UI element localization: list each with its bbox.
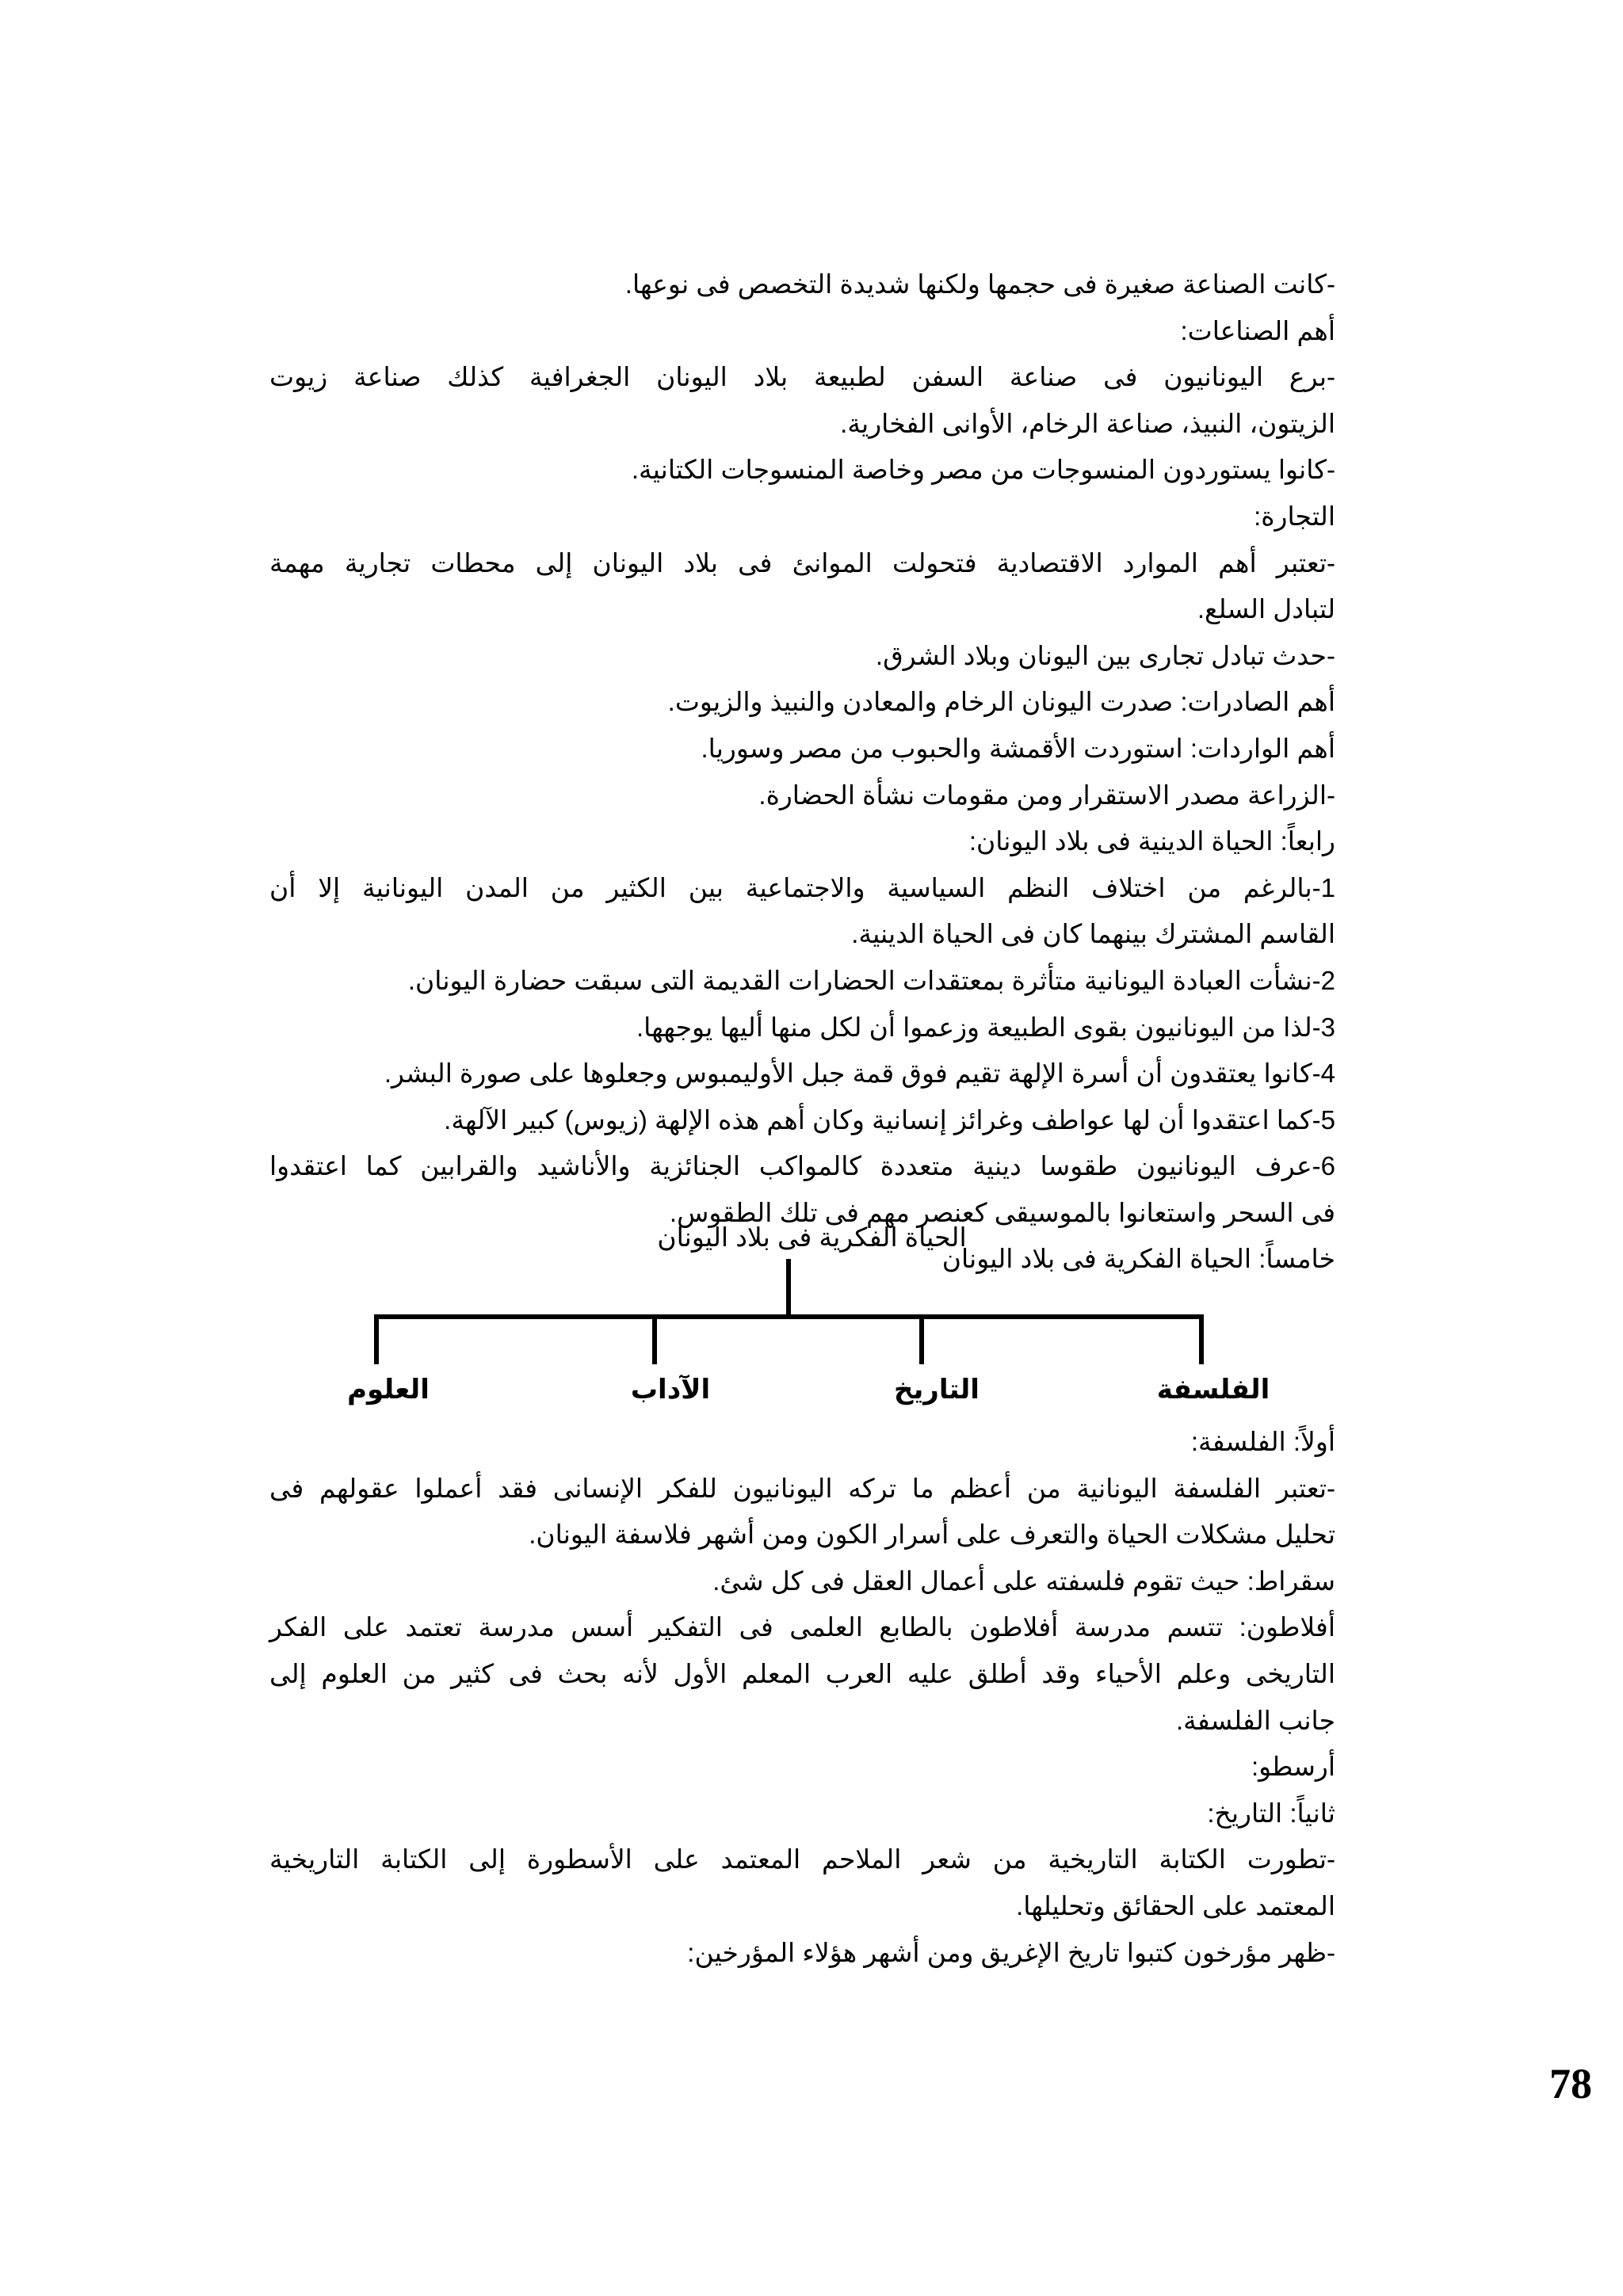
text-line: أولاً: الفلسفة: bbox=[1190, 1427, 1335, 1456]
text-line: 3-لذا من اليونانيون بقوى الطبيعة وزعموا أن لكل منها أليها يوجهها. bbox=[636, 1012, 1335, 1042]
text-line: 2-نشأت العبادة اليونانية متأثرة بمعتقدات الحضارات القديمة التى سبقت حضارة اليونان. bbox=[407, 965, 1335, 995]
diagram-title: الحياة الفكرية فى بلاد اليونان bbox=[657, 1222, 967, 1252]
text-line: سقراط: حيث تقوم فلسفته على أعمال العقل فى كل شئ. bbox=[712, 1566, 1335, 1596]
text-line: -برع اليونانيون فى صناعة السفن لطبيعة بلاد اليونان الجغرافية كذلك صناعة زيوت bbox=[269, 362, 1335, 392]
text-line: التاريخى وعلم الأحياء وقد أطلق عليه العرب المعلم الأول لأنه بحث فى كثير من العلوم إلى bbox=[269, 1658, 1335, 1688]
text-line: -كانت الصناعة صغيرة فى حجمها ولكنها شديدة التخصص فى نوعها. bbox=[624, 269, 1335, 299]
text-line: القاسم المشترك بينهما كان فى الحياة الدينية. bbox=[851, 919, 1335, 949]
text-line: -كانوا يستوردون المنسوجات من مصر وخاصة المنسوجات الكتانية. bbox=[631, 455, 1335, 485]
text-line: لتبادل السلع. bbox=[1197, 594, 1335, 624]
text-line: أهم الواردات: استوردت الأقمشة والحبوب من مصر وسوريا. bbox=[701, 733, 1335, 763]
branch-label-history: التاريخ bbox=[894, 1375, 980, 1405]
branch-label-philosophy: الفلسفة bbox=[1156, 1375, 1270, 1405]
text-line: -الزراعة مصدر الاستقرار ومن مقومات نشأة الحضارة. bbox=[758, 780, 1335, 810]
text-line: -حدث تبادل تجارى بين اليونان وبلاد الشرق. bbox=[875, 640, 1335, 670]
text-line: تحليل مشكلات الحياة والتعرف على أسرار الكون ومن أشهر فلاسفة اليونان. bbox=[529, 1520, 1335, 1550]
text-line: خامساً: الحياة الفكرية فى بلاد اليونان bbox=[941, 1244, 1335, 1274]
text-line: جانب الفلسفة. bbox=[1175, 1705, 1335, 1735]
text-line: -تطورت الكتابة التاريخية من شعر الملاحم المعتمد على الأسطورة إلى الكتابة التاريخية bbox=[269, 1844, 1335, 1875]
page-number: 78 bbox=[1549, 2060, 1592, 2107]
text-line: المعتمد على الحقائق وتحليلها. bbox=[1016, 1890, 1335, 1920]
text-line: أهم الصادرات: صدرت اليونان الرخام والمعادن والنبيذ والزيوت. bbox=[667, 687, 1335, 717]
text-line: رابعاً: الحياة الدينية فى بلاد اليونان: bbox=[968, 826, 1335, 856]
text-line: ثانياً: التاريخ: bbox=[1207, 1798, 1335, 1828]
branch-label-literature: الآداب bbox=[630, 1375, 711, 1405]
text-line: 1-بالرغم من اختلاف النظم السياسية والاجتماعية بين الكثير من المدن اليونانية إلا أن bbox=[269, 872, 1335, 902]
tree-diagram bbox=[269, 1218, 1335, 1416]
text-line: الزيتون، النبيذ، صناعة الرخام، الأوانى الفخارية. bbox=[840, 408, 1335, 438]
text-line: أفلاطون: تتسم مدرسة أفلاطون بالطابع العلمى فى التفكير أسس مدرسة تعتمد على الفكر bbox=[269, 1612, 1335, 1642]
text-line: التجارة: bbox=[1254, 501, 1335, 531]
text-line: -تعتبر الفلسفة اليونانية من أعظم ما تركه اليونانيون للفكر الإنسانى فقد أعملوا عقولهم فى bbox=[269, 1473, 1335, 1503]
text-line: 4-كانوا يعتقدون أن أسرة الإلهة تقيم فوق قمة جبل الأوليمبوس وجعلوها على صورة البشر. bbox=[384, 1058, 1335, 1089]
top-text-block bbox=[269, 261, 1335, 1283]
text-line: -تعتبر أهم الموارد الاقتصادية فتحولت الموانئ فى بلاد اليونان إلى محطات تجارية مهمة bbox=[269, 547, 1335, 578]
text-line: 5-كما اعتقدوا أن لها عواطف وغرائز إنسانية وكان أهم هذه الإلهة (زيوس) كبير الآلهة. bbox=[444, 1104, 1335, 1135]
bottom-text-block bbox=[269, 1419, 1335, 1976]
text-line: أهم الصناعات: bbox=[1180, 315, 1335, 345]
branch-label-sciences: العلوم bbox=[347, 1375, 430, 1405]
text-line: أرسطو: bbox=[1251, 1752, 1335, 1782]
text-line: 6-عرف اليونانيون طقوسا دينية متعددة كالمواكب الجنائزية والأناشيد والقرابين كما اعتقدوا bbox=[269, 1151, 1335, 1181]
text-line: -ظهر مؤرخون كتبوا تاريخ الإغريق ومن أشهر هؤلاء المؤرخين: bbox=[687, 1937, 1335, 1967]
text-line: فى السحر واستعانوا بالموسيقى كعنصر مهم فى تلك الطقوس. bbox=[669, 1197, 1335, 1227]
